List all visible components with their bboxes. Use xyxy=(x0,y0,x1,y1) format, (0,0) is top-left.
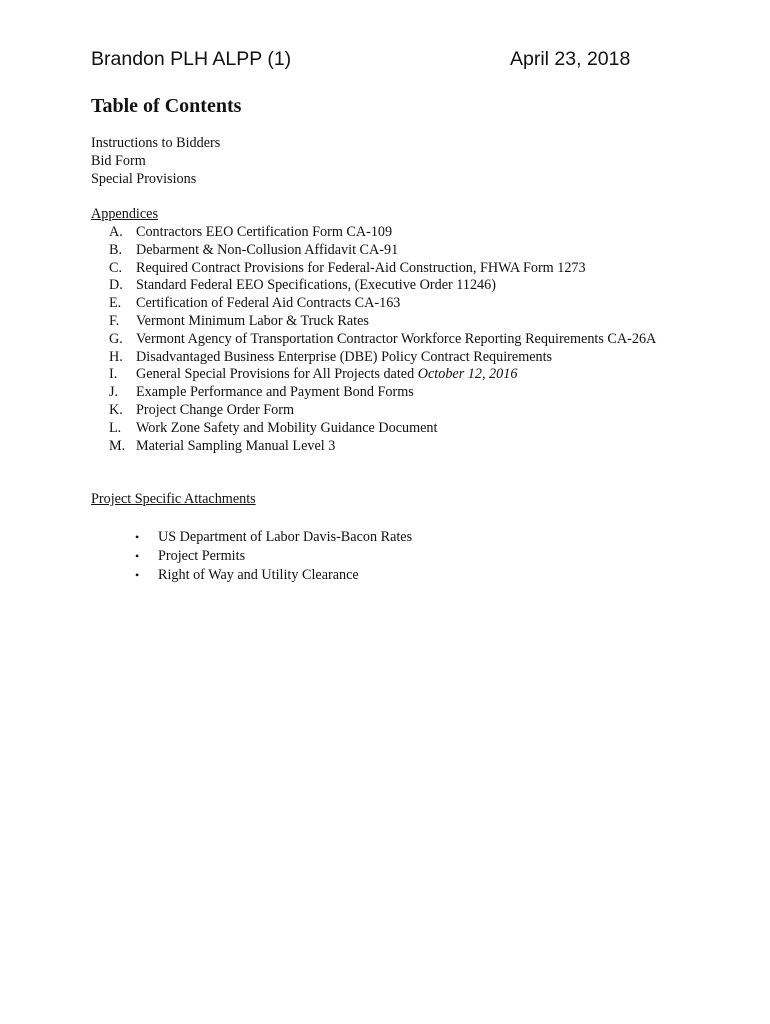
appendix-text: General Special Provisions for All Projects dated xyxy=(136,366,418,383)
appendix-letter: E. xyxy=(109,295,122,312)
appendix-letter: B. xyxy=(109,241,123,258)
appendix-text: Project Change Order Form xyxy=(136,401,294,418)
header-project-name: Brandon PLH ALPP (1) xyxy=(91,48,292,70)
appendix-letter: D. xyxy=(109,277,123,294)
attachment-item xyxy=(91,566,412,585)
attachments-list xyxy=(91,528,412,585)
appendix-item xyxy=(91,438,681,456)
appendix-item xyxy=(91,384,681,402)
appendix-letter: J. xyxy=(109,384,119,401)
appendix-item xyxy=(91,313,681,331)
intro-item: Instructions to Bidders xyxy=(91,135,221,151)
appendix-letter: A. xyxy=(109,224,123,240)
appendix-text: Vermont Agency of Transportation Contractor Workforce Reporting Requirements CA-26A xyxy=(136,330,657,347)
attachment-text: Project Permits xyxy=(158,548,246,564)
attachment-text: US Department of Labor Davis-Bacon Rates xyxy=(158,529,413,545)
appendix-text: Required Contract Provisions for Federal-Aid Construction, FHWA Form 1273 xyxy=(136,259,586,276)
page-title: Table of Contents xyxy=(91,95,242,117)
appendix-letter: H. xyxy=(109,348,123,365)
appendix-item xyxy=(91,366,681,384)
appendix-letter: K. xyxy=(109,401,123,418)
appendix-letter: M. xyxy=(109,437,126,454)
appendices-heading: Appendices xyxy=(91,206,158,222)
bullet-icon: • xyxy=(135,568,140,582)
appendix-item xyxy=(91,277,681,295)
intro-item: Bid Form xyxy=(91,152,146,169)
appendix-text-wrapper xyxy=(136,366,681,384)
appendix-letter: L. xyxy=(109,419,122,436)
header-date: April 23, 2018 xyxy=(510,48,631,70)
appendix-letter: F. xyxy=(109,312,120,329)
appendix-item xyxy=(91,331,681,349)
appendix-text: Work Zone Safety and Mobility Guidance Document xyxy=(136,419,438,436)
attachments-heading: Project Specific Attachments xyxy=(91,491,256,507)
bullet-icon: • xyxy=(135,549,140,563)
appendix-item xyxy=(91,224,681,242)
appendix-text: Standard Federal EEO Specifications, (Executive Order 11246) xyxy=(136,277,496,294)
intro-item: Special Provisions xyxy=(91,170,197,187)
appendix-text: Material Sampling Manual Level 3 xyxy=(136,437,336,454)
intro-list xyxy=(91,135,220,188)
attachment-item xyxy=(91,547,412,566)
appendix-text: Contractors EEO Certification Form CA-109 xyxy=(136,224,393,240)
bullet-icon: • xyxy=(135,530,140,544)
attachment-text: Right of Way and Utility Clearance xyxy=(158,567,359,583)
appendix-letter: I. xyxy=(109,366,118,383)
appendix-letter: C. xyxy=(109,259,123,276)
appendix-text: Certification of Federal Aid Contracts CA-163 xyxy=(136,295,401,312)
appendix-item xyxy=(91,349,681,367)
appendix-item xyxy=(91,295,681,313)
appendix-item xyxy=(91,420,681,438)
appendix-text: Example Performance and Payment Bond Forms xyxy=(136,384,414,401)
appendix-letter: G. xyxy=(109,330,123,347)
appendix-text: Debarment & Non-Collusion Affidavit CA-91 xyxy=(136,241,399,258)
appendix-list xyxy=(91,224,681,455)
appendix-text: Disadvantaged Business Enterprise (DBE) Policy Contract Requirements xyxy=(136,348,553,365)
appendix-item xyxy=(91,242,681,260)
appendix-item xyxy=(91,260,681,278)
appendix-item xyxy=(91,402,681,420)
appendix-date: October 12, 2016 xyxy=(417,366,518,383)
attachment-item xyxy=(91,528,412,547)
appendix-text: Vermont Minimum Labor & Truck Rates xyxy=(136,312,369,329)
